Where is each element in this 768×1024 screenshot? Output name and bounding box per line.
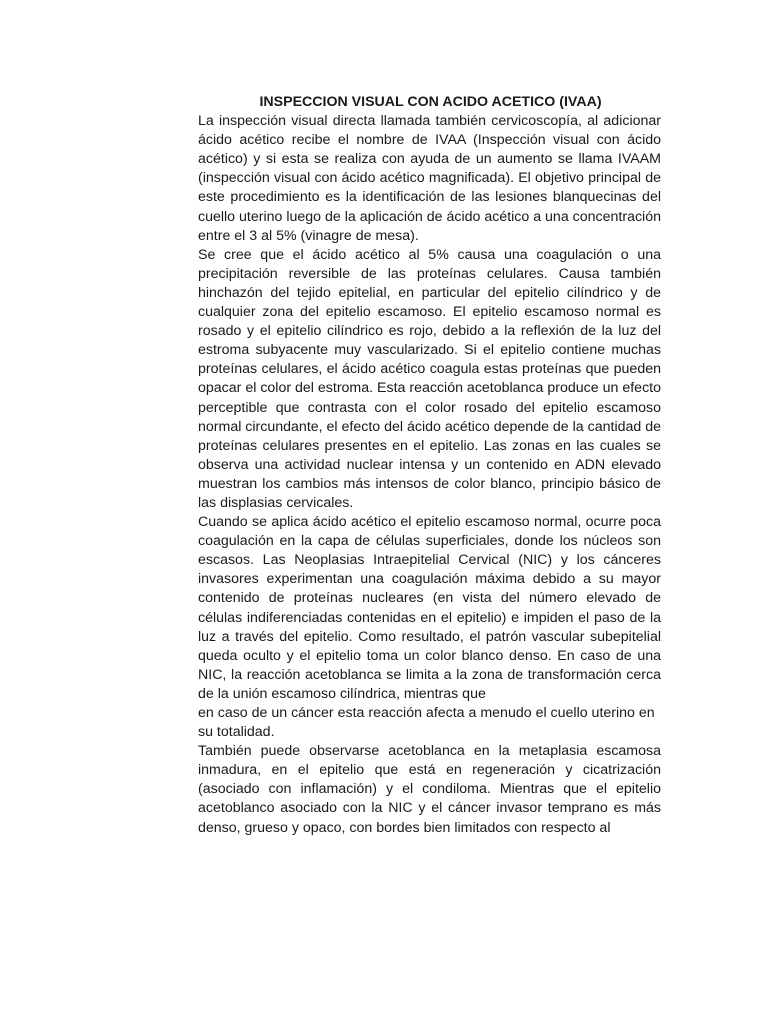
document-page — [198, 93, 661, 838]
document-title: INSPECCION VISUAL CON ACIDO ACETICO (IVAA) — [259, 94, 602, 110]
paragraph-nic-cancer-reaction: Cuando se aplica ácido acético el epitelio escamoso normal, ocurre poca coagulación en la capa de células superficiales, donde los núcleos son escasos. Las Neoplasias Intraepitelial Cervical (NIC) y los cánceres invasores experimentan una coagulación máxima debido a su mayor contenido de proteínas nucleares (en vista del número elevado de células indiferenciadas contenidas en el epitelio) e impiden el paso de la luz a través del epitelio. Como resultado, el patrón vascular subepitelial queda oculto y el epitelio toma un color blanco denso. En caso de una NIC, la reacción acetoblanca se limita a la zona de transformación cerca de la unión escamoso cilíndrica, mientras que — [198, 514, 661, 702]
paragraph-coagulation-mechanism: Se cree que el ácido acético al 5% causa una coagulación o una precipitación reversible de las proteínas celulares. Causa también hinchazón del tejido epitelial, en particular del epitelio cilíndrico y de cualquier zona del epitelio escamoso. El epitelio escamoso normal es rosado y el epitelio cilíndrico es rojo, debido a la reflexión de la luz del estroma subyacente muy vascularizado. Si el epitelio contiene muchas proteínas celulares, el ácido acético coagula estas proteínas que pueden opacar el color del estroma. Esta reacción acetoblanca produce un efecto perceptible que contrasta con el color rosado del epitelio escamoso normal circundante, el efecto del ácido acético depende de la cantidad de proteínas celulares presentes en el epitelio. Las zonas en las cuales se observa una actividad nuclear intensa y un contenido en ADN elevado muestran los cambios más intensos de color blanco, principio básico de las displasias cervicales. — [198, 246, 661, 511]
paragraph-metaplasia: También puede observarse acetoblanca en la metaplasia escamosa inmadura, en el epitelio que está en regeneración y cicatrización (asociado con inflamación) y el condiloma. Mientras que el epitelio acetoblanco asociado con la NIC y el cáncer invasor temprano es más denso, grueso y opaco, con bordes bien limitados con respecto al — [198, 743, 661, 836]
paragraph-ivaa-definition: La inspección visual directa llamada también cervicoscopía, al adicionar ácido acético recibe el nombre de IVAA (Inspección visual con ácido acético) y si esta se realiza con ayuda de un aumento se llama IVAAM (inspección visual con ácido acético magnificada). El objetivo principal de este procedimiento es la identificación de las lesiones blanquecinas del cuello uterino luego de la aplicación de ácido acético a una concentración entre el 3 al 5% (vinagre de mesa). — [198, 113, 661, 244]
paragraph-cancer-totality: en caso de un cáncer esta reacción afecta a menudo el cuello uterino en su totalidad. — [198, 705, 655, 741]
